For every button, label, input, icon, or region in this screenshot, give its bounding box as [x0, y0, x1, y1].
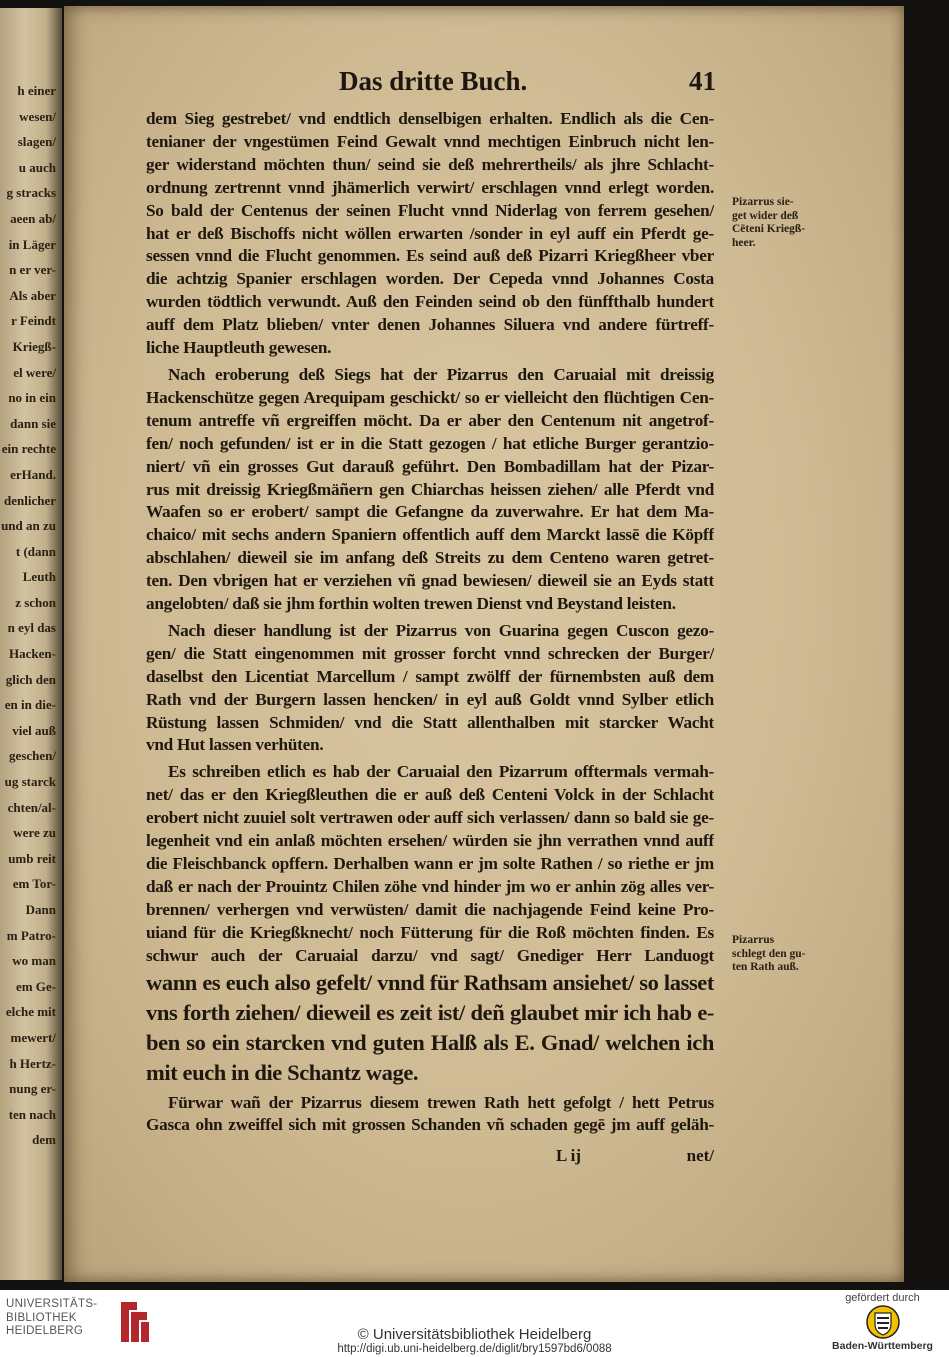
text-line: Hackenschütze gegen Arequipam geschickt/ so er vielleicht den flüchtigen Cen- [146, 387, 714, 407]
page-number: 41 [689, 66, 716, 96]
facing-page-line: viel auß [12, 722, 56, 738]
text-line: gen/ die Statt eingenommen mit grosser forcht vnnd schrecken der Burger/ [146, 643, 714, 663]
text-line: niert/ vñ ein grosses Gut darauß geführt. Den Bombadillam hat der Pizar- [146, 456, 714, 476]
text-line: Gasca ohn zweiffel sich mit grossen Schanden vñ schaden gegē jm auff geläh- [146, 1115, 714, 1135]
facing-page-line: t (dann [15, 543, 56, 559]
text-line: uiand für die Kriegßknecht/ noch Fütterung für die Roß möchten finden. Es [146, 922, 714, 942]
library-name-line: HEIDELBERG [6, 1325, 84, 1337]
margin-note-line: ten Rath auß. [732, 961, 799, 973]
facing-page-line: wo man [12, 953, 56, 969]
margin-note-line: get wider deß [732, 209, 799, 222]
text-line: net/ das er den Kriegßleuthen die er auß deß Centeni Volck in der Schlacht [146, 785, 714, 805]
text-line: liche Hauptleuth gewesen. [146, 338, 332, 358]
facing-page-line: Dann [25, 902, 56, 917]
text-line: erobert nicht zuuiel solt vertrawen oder auff sich verlassen/ dann so bald sie ge- [146, 808, 714, 828]
text-line: tenum antreffe vñ ergreiffen möcht. Da er aber den Centenum nit angetrof- [146, 410, 714, 430]
facing-page-line: were zu [13, 825, 56, 841]
text-line: abschlahen/ dieweil sie im anfang deß Streits zu dem Centeno waren getret- [146, 548, 714, 568]
text-line: mit euch in die Schantz wage. [146, 1059, 419, 1085]
text-line: chaico/ mit sechs andern Spaniern offentlich auff dem Marckt lassē die Köpff [146, 525, 714, 545]
facing-page-line: n er ver- [9, 262, 56, 278]
text-line: ben so ein starcken vnd guten Halß als E. Gnad/ welchen ich [146, 1029, 714, 1055]
margin-note-line: heer. [732, 236, 756, 249]
facing-page-line: ug starck [4, 774, 56, 790]
facing-page-line: n eyl das [7, 620, 56, 636]
facing-page-line: en in die- [4, 697, 56, 713]
facing-page-line: el were/ [13, 364, 56, 380]
facing-page-line: em Ge- [15, 978, 56, 994]
facing-page-line: ein rechte [1, 441, 56, 457]
facing-page-line: r Feindt [11, 313, 56, 329]
text-line: fen/ noch gefunden/ ist er in die Statt gezogen / hat etliche Burger gerantzio- [146, 433, 714, 453]
text-line: legenheit vnd ein anlaß möchten ersehen/ würden sie jhn verrathen vnnd auff [146, 831, 714, 851]
text-line: ordnung zertrennt vnnd jhämerlich verwirt/ erschlagen vnnd erlegt worden. [146, 177, 714, 197]
facing-page-line: Kriegß- [12, 338, 56, 354]
text-line: hat er deß Bischoffs nicht wöllen erwarten /sonder in eyl auff ein Pferdt ge- [146, 223, 714, 243]
facing-page-line: mewert/ [10, 1029, 56, 1045]
facing-page-line: slagen/ [17, 134, 56, 150]
facing-page-line: erHand. [10, 466, 56, 482]
facing-page-line: z schon [15, 594, 56, 610]
text-line: brennen/ verhergen vnd verwüsten/ damit die nachjagende Feind keine Pro- [146, 899, 714, 919]
text-line: tenianer der vngestümen Feind Gewalt vnnd mechtigen Einbruch nicht len- [146, 131, 714, 151]
sponsor-name: Baden-Württemberg [832, 1340, 933, 1352]
facing-page-line: elche mit [5, 1004, 56, 1020]
facing-page-line: Leuth [22, 569, 56, 585]
library-name-line: BIBLIOTHEK [6, 1311, 77, 1324]
text-line: vns forth ziehen/ dieweil es zeit ist/ deñ glaubet mir ich hab e- [146, 999, 714, 1025]
text-line: auff dem Platz blieben/ vnter denen Johannes Siluera vnd andere fürtreff- [146, 315, 714, 335]
text-line: Es schreiben etlich es hab der Caruaial den Pizarrum offtermals vermah- [168, 762, 714, 782]
facing-page-line: denlicher [4, 492, 56, 508]
facing-page-edge [0, 8, 62, 1280]
facing-page-line: nung er- [9, 1081, 56, 1097]
facing-page-line: und an zu [1, 518, 56, 534]
text-line: sessen vnnd die Flucht genommen. Es seind auß deß Pizarri Kriegßheer vber [146, 246, 714, 266]
viewer-footer [0, 1290, 949, 1357]
text-line: angelobten/ daß sie jhm forthin wolten trewen Dienst vnd Beystand leisten. [146, 594, 676, 614]
margin-note-line: Pizarrus sie- [732, 196, 794, 208]
running-title: Das dritte Buch. [339, 66, 528, 96]
catchword: net/ [686, 1146, 714, 1165]
text-line: rus mit dreissig Kriegßmäñern gen Chiarchas heissen ziehen/ alle Pferdt vnd [146, 479, 714, 499]
facing-page-line: geschen/ [9, 748, 56, 764]
margin-note-2 [732, 934, 816, 975]
text-line: wurden tödtlich verwundt. Auß den Feinden seind ob den fünffthalb hundert [146, 292, 714, 312]
text-line: daß er nach der Prouintz Chilen zöhe vnd hinder jm wo er anhin zög alles ver- [146, 876, 714, 896]
facing-page-text [0, 78, 60, 1153]
facing-page-line: ten nach [8, 1106, 56, 1122]
text-line: So bald der Centenus der seinen Flucht vnnd Niderlag von ferrem gesehen/ [146, 200, 714, 220]
margin-note-line: Pizarrus [732, 934, 775, 946]
text-line: die achtzig Spanier erschlagen worden. Der Cepeda vnnd Johannes Costa [146, 269, 714, 289]
text-line: wann es euch also gefelt/ vnnd für Rathsam ansiehet/ so lasset [146, 969, 714, 995]
book-page [64, 6, 904, 1282]
facing-page-line: m Patro- [6, 927, 56, 943]
text-line: ten. Den vbrigen hat er verziehen vñ gnad bewiesen/ dieweil sie an Eyds statt [146, 571, 714, 591]
margin-note-line: schlegt den gu- [732, 947, 806, 960]
facing-page-line: chten/al- [7, 799, 56, 815]
margin-note-1 [732, 196, 812, 250]
sponsor-label: gefördert durch [845, 1292, 920, 1304]
text-line: schwur auch der Caruaial darzu/ vnd sagt/ Gnediger Herr Landuogt [146, 945, 714, 965]
margin-note-line: Cēteni Kriegß- [732, 223, 806, 235]
facing-page-line: umb reit [8, 850, 56, 866]
copyright-notice: © Universitätsbibliothek Heidelberg [357, 1326, 592, 1343]
signature-mark: L ij [556, 1146, 582, 1165]
facing-page-line: em Tor- [12, 876, 56, 892]
facing-page-line: in Läger [8, 236, 56, 252]
facing-page-line: no in ein [8, 390, 56, 406]
facing-page-line: wesen/ [19, 108, 56, 124]
text-line: daselbst den Licentiat Marcellum / sampt zwölff der fürnembsten auß dem [146, 666, 714, 686]
facing-page-line: aeen ab/ [10, 210, 56, 226]
facing-page-line: h einer [17, 83, 56, 98]
library-name-line: UNIVERSITÄTS- [6, 1298, 98, 1310]
facing-page-line: g stracks [6, 185, 56, 201]
coat-of-arms-icon[interactable] [865, 1304, 901, 1340]
text-line: Rath vnd der Burgern lassen hencken/ in eyl auß Goldt vnnd Sylber etlich [146, 689, 714, 709]
facing-page-line: dann sie [10, 415, 56, 431]
page-header [64, 66, 904, 106]
facing-page-line: Hacken- [9, 646, 56, 662]
facing-page-line: dem [32, 1132, 56, 1148]
text-line: dem Sieg gestrebet/ vnd endtlich denselbigen erhalten. Endlich als die Cen- [146, 109, 714, 128]
text-line: ger widerstand möchten thun/ seind sie deß mehrertheils/ als jhre Schlacht- [146, 154, 714, 174]
facing-page-line: h Hertz- [9, 1055, 56, 1071]
facing-page-line: Als aber [9, 287, 56, 303]
text-line: die Fleischbanck opffern. Derhalben wann er jm solte Rathen / so riethe er jm [146, 854, 714, 873]
body-text [146, 108, 714, 1137]
permalink[interactable]: http://digi.ub.uni-heidelberg.de/diglit/bry1597bd6/0088 [337, 1343, 612, 1355]
text-line: Waafen so er erobert/ sampt die Gefangne da zuverwahre. Er hat dem Ma- [146, 502, 714, 522]
text-line: vnd Hut lassen verhüten. [146, 735, 324, 755]
text-line: Nach dieser handlung ist der Pizarrus von Guarina gegen Cuscon gezo- [168, 620, 714, 640]
facing-page-line: u auch [18, 159, 56, 175]
facing-page-line: glich den [5, 671, 56, 687]
text-line: Fürwar wañ der Pizarrus diesem trewen Rath hett gefolgt / hett Petrus [168, 1092, 714, 1112]
text-line: Rüstung lassen Schmiden/ vnd die Statt allenthalben mit starcker Wacht [146, 712, 714, 732]
text-line: Nach eroberung deß Siegs hat der Pizarrus den Caruaial mit dreissig [168, 364, 714, 384]
